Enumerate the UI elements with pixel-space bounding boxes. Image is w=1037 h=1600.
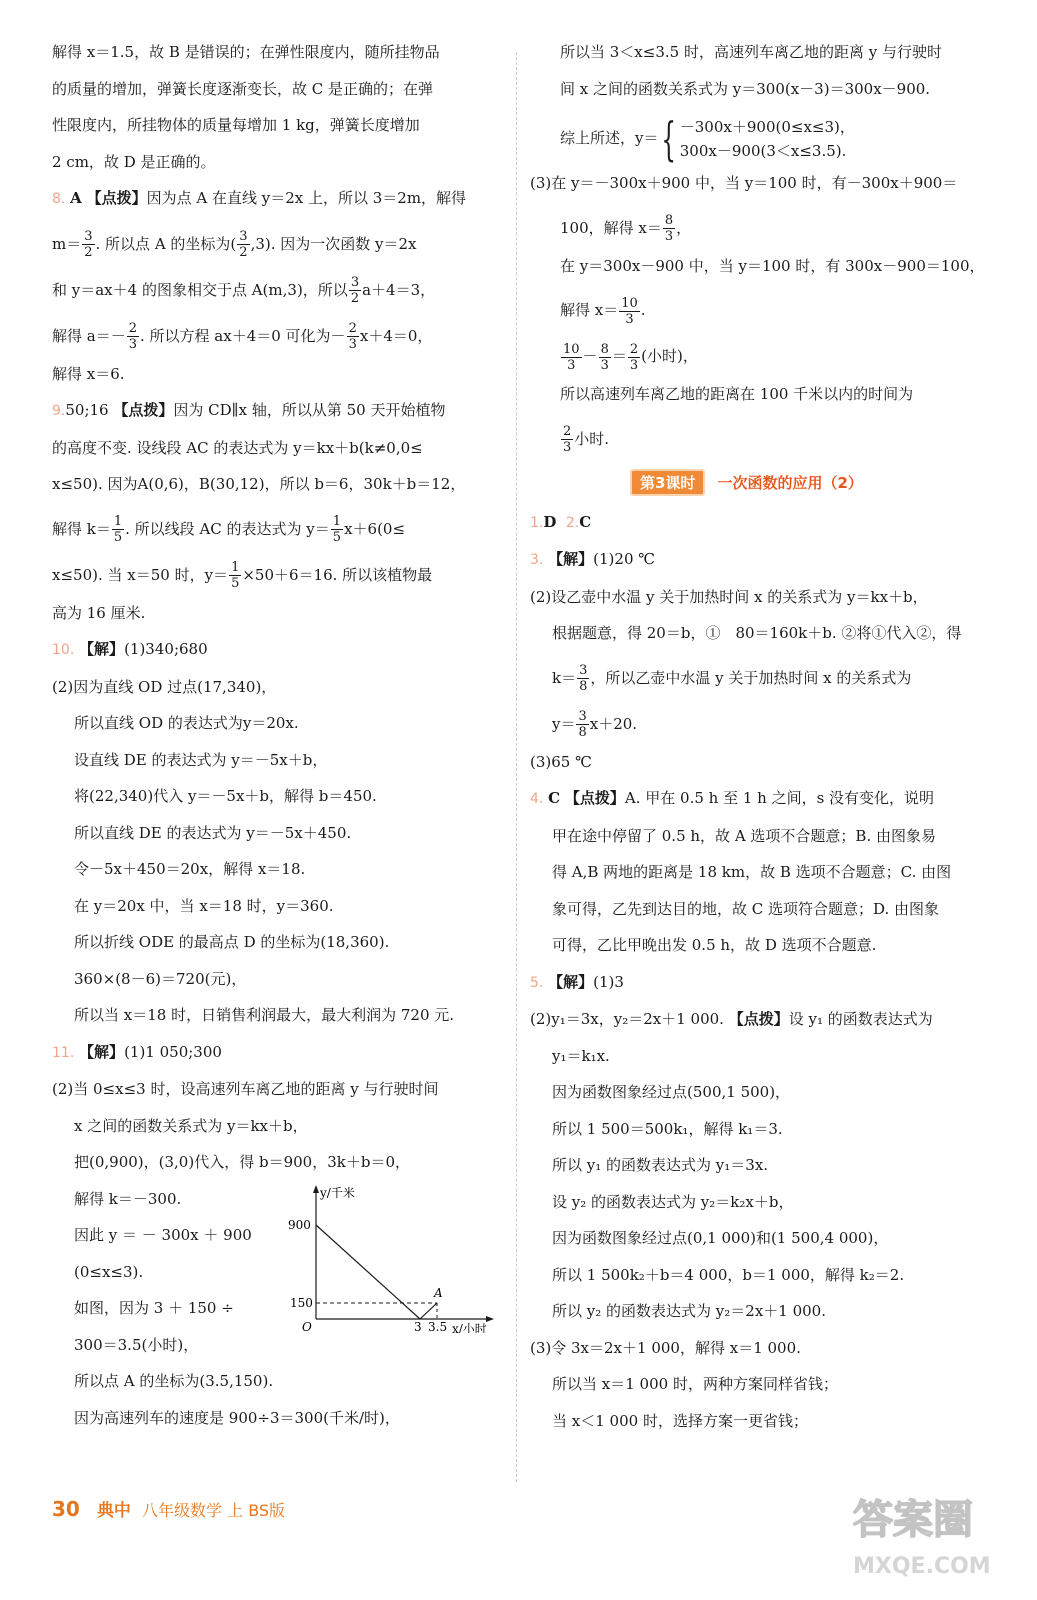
brand-logo: 典中 (96, 1501, 131, 1521)
answer: C (548, 789, 561, 807)
left-column (52, 42, 502, 1444)
text-line: 2 cm，故 D 是正确的。 (52, 152, 216, 171)
text: m＝ (52, 234, 82, 253)
y-axis-arrow (313, 1185, 319, 1193)
fraction: $\frac{3}{8}$ (579, 663, 588, 694)
q5-line-1 (530, 972, 985, 993)
fraction: $\frac{10}{3}$ (621, 295, 638, 327)
right-line (530, 706, 985, 742)
question-number: 4. (530, 791, 544, 807)
book-title: 八年级数学 上 BS版 (142, 1501, 286, 1520)
question-number: 2. (565, 514, 580, 531)
fraction: $\frac{3}{2}$ (350, 275, 360, 306)
text-line: (2)当 0≤x≤3 时，设高速列车离乙地的距离 y 与行驶时间 (52, 1080, 439, 1098)
text-line: 间 x 之间的函数关系式为 y＝300(x－3)＝300x－900. (560, 79, 931, 98)
text: (1)340;680 (124, 640, 208, 658)
question-number: 8. (52, 191, 66, 207)
text-line: (2)设乙壶中水温 y 关于加热时间 x 的关系式为 y＝kx＋b， (530, 587, 928, 606)
text: (1)1 050;300 (124, 1042, 222, 1061)
fraction: $\frac{3}{2}$ (84, 229, 93, 260)
text-line: 得 A,B 两地的距离是 18 km，故 B 选项不合题意；C. 由图 (552, 863, 952, 881)
right-line: 100，解得 x＝ $\frac{8}{3}$ ， (560, 213, 692, 244)
text-line: 当 x＜1 000 时，选择方案一更省钱； (552, 1411, 808, 1430)
page-number: 30 (52, 1497, 80, 1521)
text: 设 y₁ 的函数表达式为 (788, 1010, 933, 1028)
cases: －300x＋900(0≤x≤3)， 300x－900(3＜x≤3.5). (679, 118, 855, 160)
q11-line-1 (52, 1042, 502, 1063)
fraction: $\frac{2}{3}$ (128, 321, 137, 352)
q8-line-3 (52, 272, 502, 308)
right-column (530, 42, 985, 1447)
text: (1)20 ℃ (593, 550, 656, 568)
q9-line-5 (52, 557, 502, 593)
text-line: 解得 x＝6. (52, 364, 125, 383)
tip-label: 【点拨】 (86, 189, 147, 207)
text-line: 所以 y₁ 的函数表达式为 y₁＝3x. (552, 1156, 769, 1174)
q9-line-1 (52, 400, 502, 421)
text: 因为点 A 在直线 y＝2x 上，所以 3＝2m，解得 (146, 189, 467, 207)
page-footer (52, 1496, 285, 1521)
column-divider (516, 52, 517, 1482)
text: ,3). 因为一次函数 y＝2x (250, 234, 417, 253)
text: ，所以乙壶中水温 y 关于加热时间 x 的关系式为 (590, 668, 912, 687)
text-line: 的质量的增加，弹簧长度逐渐变长，故 C 是正确的；在弹 (52, 79, 434, 98)
text: (1)3 (593, 972, 624, 991)
text-line: 高为 16 厘米. (52, 603, 146, 622)
piecewise-line (530, 112, 985, 166)
text-line: 甲在途中停留了 0.5 h，故 A 选项不合题意；B. 由图象易 (552, 826, 936, 845)
fraction: $\frac{3}{2}$ (239, 229, 248, 260)
text-line: 性限度内，所挂物体的质量每增加 1 kg，弹簧长度增加 (52, 116, 420, 134)
q4-line-1 (530, 788, 985, 809)
answer: A (70, 189, 82, 207)
text-line: 把(0,900)，(3,0)代入，得 b＝900，3k＋b＝0， (74, 1153, 410, 1171)
text-line: 因为高速列车的速度是 900÷3＝300(千米/时)， (74, 1408, 400, 1427)
question-number: 9. (52, 403, 66, 419)
text-line: 因为函数图象经过点(500,1 500)， (552, 1083, 791, 1101)
fraction: $\frac{1}{5}$ (231, 560, 240, 591)
tick-150: 150 (290, 1295, 313, 1310)
text-line: 如图，因为 3 ＋ 150 ÷ (74, 1299, 234, 1317)
solution-label: 【解】 (548, 972, 594, 991)
right-line (530, 421, 985, 457)
text-line: 象可得，乙先到达目的地，故 C 选项符合题意；D. 由图象 (552, 899, 940, 918)
text: y＝ (552, 714, 576, 733)
q8-line-4 (52, 318, 502, 354)
section-heading (630, 469, 985, 496)
solution-label: 【解】 (79, 1042, 125, 1061)
ascending-line (420, 1303, 437, 1319)
text-line: 的高度不变. 设线段 AC 的表达式为 y＝kx＋b(k≠0,0≤ (52, 438, 423, 457)
question-number: 3. (530, 552, 544, 568)
text-line: x 之间的函数关系式为 y＝kx＋b， (74, 1116, 308, 1135)
text-line: 所以 y₂ 的函数表达式为 y₂＝2x＋1 000. (552, 1302, 826, 1320)
text: 和 y＝ax＋4 的图象相交于点 A(m,3)，所以 (52, 280, 348, 299)
brace: { (661, 112, 677, 166)
answer: 50;16 (65, 401, 109, 419)
answer: D (543, 512, 557, 531)
text: x≤50). 当 x＝50 时，y＝ (52, 565, 229, 584)
text-line: x≤50). 因为A(0,6)，B(30,12)，所以 b＝6，30k＋b＝12， (52, 475, 466, 493)
fraction: $\frac{3}{8}$ (578, 709, 587, 740)
origin-label: O (302, 1319, 312, 1333)
text-line: 在 y＝300x－900 中，当 y＝100 时，有 300x－900＝100， (560, 256, 985, 275)
text: 因为 CD∥x 轴，所以从第 50 天开始植物 (173, 401, 446, 419)
y-axis-label: y/千米 (320, 1185, 355, 1200)
question-number: 1. (530, 514, 544, 531)
watermark-text: 答案圈 (853, 1497, 973, 1543)
text: 100，解得 x＝ (560, 218, 662, 237)
text-line: 所以直线 DE 的表达式为 y＝－5x＋450. (74, 823, 352, 842)
answer: C (579, 512, 592, 531)
lesson-badge: 第3课时 (630, 469, 705, 496)
fraction: $\frac{1}{5}$ (113, 514, 123, 545)
text-line: 360×(8－6)＝720(元)， (74, 969, 247, 988)
text: 解得 x＝ (560, 301, 619, 319)
fraction: $\frac{1}{5}$ (332, 514, 342, 545)
fraction: $\frac{2}{3}$ (563, 424, 572, 455)
text-line: (0≤x≤3). (74, 1262, 144, 1281)
q8-line-1 (52, 188, 502, 209)
text: . 所以方程 ax＋4＝0 可化为－ (140, 326, 346, 345)
text-line: 所以 1 500＝500k₁，解得 k₁＝3. (552, 1119, 783, 1138)
text-line: 设直线 DE 的表达式为 y＝－5x＋b， (74, 750, 328, 769)
solution-label: 【解】 (79, 640, 125, 658)
section-title: 一次函数的应用（2） (717, 473, 863, 492)
text-line: (3)在 y＝－300x＋900 中，当 y＝100 时，有－300x＋900＝ (530, 174, 958, 192)
text: 综上所述，y＝ (560, 129, 659, 147)
question-number: 11. (52, 1044, 75, 1061)
q9-line-4 (52, 511, 502, 547)
text: A. 甲在 0.5 h 至 1 h 之间，s 没有变化，说明 (624, 789, 935, 807)
text-line: 所以当 3＜x≤3.5 时，高速列车离乙地的距离 y 与行驶时 (560, 43, 942, 61)
text: . 所以线段 AC 的表达式为 y＝ (125, 519, 330, 538)
text: x＋4＝0， (359, 326, 433, 345)
text-line: 在 y＝20x 中，当 x＝18 时，y＝360. (74, 896, 334, 915)
right-line: 解得 x＝ $\frac{10}{3}$ . (560, 295, 646, 327)
text: x＋6(0≤ (344, 519, 406, 538)
text-line: 因为函数图象经过点(0,1 000)和(1 500,4 000)， (552, 1229, 889, 1247)
q5-line-2 (530, 1009, 985, 1029)
text: . 所以点 A 的坐标为( (95, 234, 237, 253)
text: 小时. (574, 429, 610, 448)
text-line: 解得 k＝－300. (74, 1189, 182, 1208)
descending-line (316, 1225, 420, 1319)
text-line: 可得，乙比甲晚出发 0.5 h，故 D 选项不合题意. (552, 936, 877, 954)
tick-3: 3 (414, 1319, 422, 1333)
graph-section (52, 1185, 502, 1355)
text: 解得 a＝－ (52, 326, 126, 345)
text-line: (3)65 ℃ (530, 752, 592, 771)
text: x＋20. (589, 714, 638, 733)
q10-line-1 (52, 639, 502, 660)
right-line: $\frac{10}{3}$ － $\frac{8}{3}$ ＝ $\frac{2}{3}$ (小时)， (563, 341, 698, 373)
text-line: 所以当 x＝1 000 时，两种方案同样省钱； (552, 1375, 838, 1393)
text-line: 将(22,340)代入 y＝－5x＋b，解得 b＝450. (74, 787, 377, 805)
q3-line-1 (530, 549, 985, 570)
fraction: $\frac{2}{3}$ (348, 321, 357, 352)
tip-label: 【点拨】 (564, 789, 625, 807)
text-line: 所以折线 ODE 的最高点 D 的坐标为(18,360). (74, 933, 390, 951)
question-number: 5. (530, 974, 544, 991)
text-line: (2)因为直线 OD 过点(17,340)， (52, 677, 277, 696)
fraction: $\frac{10}{3}$ (563, 341, 580, 373)
text-line: 所以直线 OD 的表达式为y＝20x. (74, 714, 299, 732)
fraction: $\frac{8}{3}$ (664, 213, 674, 244)
text: (2)y₁＝3x，y₂＝2x＋1 000. (530, 1010, 724, 1028)
text: k＝ (552, 668, 577, 687)
text-line: 300＝3.5(小时)， (74, 1335, 199, 1354)
text: ×50＋6＝16. 所以该植物最 (242, 565, 433, 584)
right-line (530, 660, 985, 696)
text-line: y₁＝k₁x. (552, 1046, 610, 1065)
distance-time-graph (284, 1183, 499, 1333)
text: 解得 k＝ (52, 519, 111, 538)
question-number: 10. (52, 642, 75, 658)
solution-label: 【解】 (548, 550, 594, 568)
text-line: 所以当 x＝18 时，日销售利润最大，最大利润为 720 元. (74, 1006, 455, 1024)
text-line: (3)令 3x＝2x＋1 000，解得 x＝1 000. (530, 1338, 801, 1357)
tick-3-5: 3.5 (428, 1319, 448, 1333)
q8-line-2 (52, 226, 502, 262)
tip-label: 【点拨】 (113, 401, 174, 419)
tip-label: 【点拨】 (728, 1010, 789, 1028)
x-axis-label: x/小时 (452, 1321, 487, 1333)
text-line: 解得 x＝1.5，故 B 是错误的；在弹性限度内，随所挂物品 (52, 43, 440, 61)
answers-1-2 (530, 512, 985, 533)
text-line: 所以高速列车离乙地的距离在 100 千米以内的时间为 (560, 385, 914, 403)
tick-900: 900 (288, 1217, 311, 1232)
text-line: 令－5x＋450＝20x，解得 x＝18. (74, 860, 306, 878)
watermark-logo (845, 1478, 995, 1588)
text-line: 因此 y ＝ － 300x ＋ 900 (74, 1226, 252, 1244)
text-line: 所以 1 500k₂＋b＝4 000，b＝1 000，解得 k₂＝2. (552, 1265, 905, 1284)
watermark-url: MXQE.COM (853, 1554, 991, 1579)
text: (小时)， (641, 347, 698, 365)
x-axis-arrow (486, 1316, 494, 1322)
fraction: $\frac{8}{3}$ (600, 341, 609, 373)
fraction: $\frac{2}{3}$ (629, 341, 639, 373)
text-line: 根据题意，得 20＝b，① 80＝160k＋b. ②将①代入②，得 (552, 624, 962, 642)
text-line: 设 y₂ 的函数表达式为 y₂＝k₂x＋b， (552, 1192, 794, 1211)
text-line: 所以点 A 的坐标为(3.5,150). (74, 1372, 274, 1390)
point-a-label: A (434, 1285, 443, 1300)
text: a＋4＝3， (362, 280, 436, 299)
